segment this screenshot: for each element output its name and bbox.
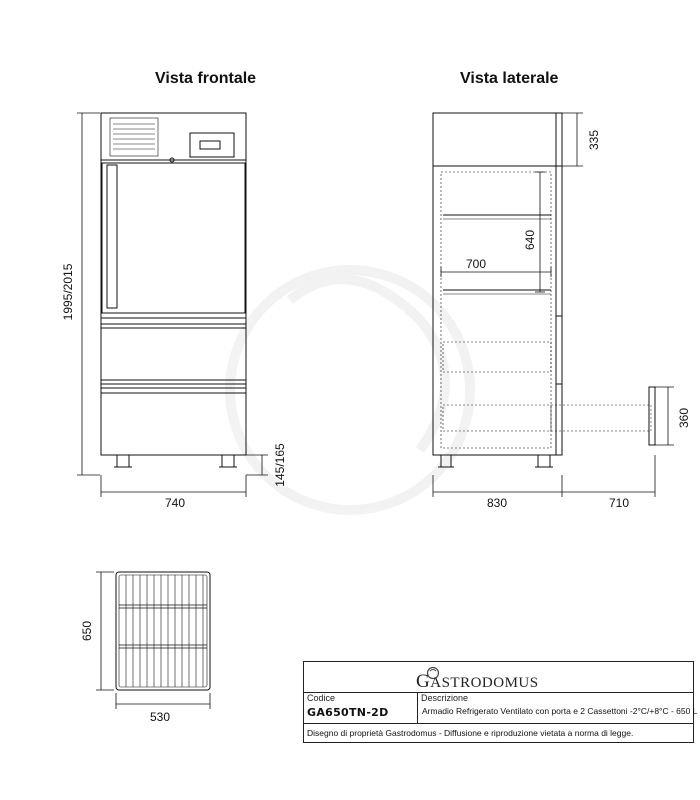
- product-description: Armadio Refrigerato Ventilato con porta e 2 Cassettoni -2°C/+8°C - 650 L: [422, 706, 698, 716]
- drawer-open-label: 710: [608, 496, 630, 510]
- drawer-height-dimension: [655, 387, 674, 445]
- product-code: GA650TN-2D: [307, 706, 389, 719]
- front-foot-left: [117, 455, 129, 467]
- door-handle: [107, 165, 117, 308]
- drawer-open-dimension: [562, 455, 655, 497]
- code-cell: [304, 692, 418, 723]
- control-panel: [190, 133, 234, 157]
- front-width-label: 740: [164, 496, 186, 510]
- side-depth-dimension: [433, 475, 562, 497]
- copyright-notice: Disegno di proprietà Gastrodomus - Diffusione e riproduzione vietata a norma di legge.: [307, 728, 634, 738]
- drawer-height-label: 360: [677, 407, 691, 429]
- shelf-spacing-label: 640: [523, 229, 537, 251]
- top-unit-dimension: [562, 113, 583, 166]
- watermark-logo: [230, 270, 470, 510]
- feet-height-label: 145/165: [273, 443, 287, 487]
- code-label: Codice: [307, 693, 336, 703]
- grid-height-dimension: [96, 572, 114, 690]
- top-unit-label: 335: [587, 129, 601, 151]
- control-display: [200, 141, 220, 149]
- side-cabinet-outline: [433, 113, 556, 455]
- side-front-panel: [556, 113, 562, 455]
- shelf-depth-label: 700: [465, 257, 487, 271]
- drawer-handle-2: [101, 384, 246, 388]
- side-inner-compartment: [441, 172, 551, 448]
- front-door: [102, 163, 245, 313]
- title-block-info-row: [304, 692, 698, 724]
- title-block-header: [304, 662, 693, 693]
- grid-wires: [126, 575, 203, 687]
- side-depth-label: 830: [486, 496, 508, 510]
- front-view-title: Vista frontale: [155, 70, 257, 87]
- description-label: Descrizione: [421, 693, 469, 703]
- front-height-label: 1995/2015: [61, 263, 75, 321]
- description-cell: [418, 692, 698, 723]
- grid-height-label: 650: [80, 620, 94, 642]
- brand-rest: ASTRODOMUS: [430, 675, 539, 691]
- side-foot-right: [538, 455, 550, 467]
- front-vent-grille: [110, 118, 158, 156]
- front-height-dimension: [77, 113, 100, 475]
- grid-width-dimension: [116, 693, 210, 709]
- front-width-dimension: [101, 475, 246, 497]
- front-cabinet-outline: [101, 113, 246, 455]
- title-block: [303, 661, 698, 743]
- side-drawer-extended: [551, 405, 651, 431]
- drawer-handle-1: [101, 324, 246, 328]
- side-view-title: Vista laterale: [460, 70, 559, 87]
- shelf-depth-dimension: [441, 267, 551, 277]
- vent-pattern: [113, 124, 155, 149]
- brand-initial: G: [416, 671, 431, 692]
- side-drawer-front-open: [649, 387, 655, 445]
- front-foot-right: [222, 455, 234, 467]
- grid-width-label: 530: [149, 710, 171, 724]
- brand-name: [416, 671, 539, 693]
- front-view: [101, 113, 246, 467]
